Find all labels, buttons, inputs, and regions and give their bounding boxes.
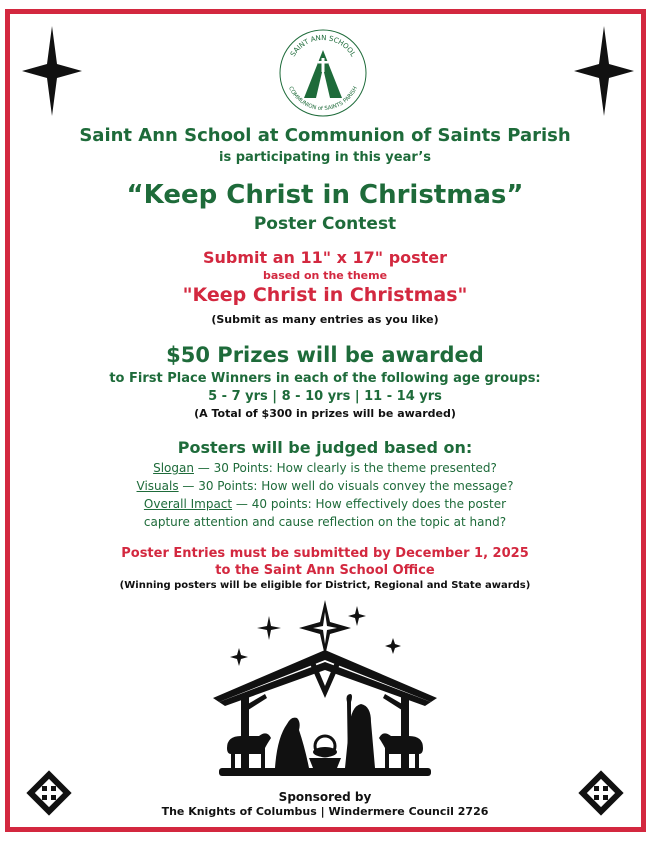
prizes-headline: $50 Prizes will be awarded [166, 343, 484, 367]
criterion-overall-impact-text: — 40 points: How effectively does the poster [232, 497, 507, 511]
submit-line-2: based on the theme [262, 269, 388, 282]
criterion-slogan-name: Slogan [153, 461, 194, 475]
prizes-line-1: to First Place Winners in each of the following age groups: [109, 371, 541, 386]
header-line-2: is participating in this year’s [219, 150, 431, 165]
submit-theme: "Keep Christ in Christmas" [182, 284, 468, 306]
deadline-line-1: Poster Entries must be submitted by December 1, 2025 [121, 546, 529, 561]
school-logo [278, 28, 368, 118]
nativity-scene-icon [205, 598, 445, 778]
deadline-note: (Winning posters will be eligible for District, Regional and State awards) [119, 580, 531, 591]
criterion-visuals-text: — 30 Points: How well do visuals convey the message? [178, 479, 514, 493]
header-line-1: Saint Ann School at Communion of Saints Parish [79, 125, 571, 146]
criterion-visuals-name: Visuals [136, 479, 179, 493]
logo-ring-bottom: COMMUNION of SAINTS PARISH [287, 85, 359, 113]
judging-heading: Posters will be judged based on: [177, 438, 473, 457]
deadline-line-2: to the Saint Ann School Office [215, 563, 435, 578]
criterion-overall-impact-cont: capture attention and cause reflection on the topic at hand? [143, 515, 507, 529]
sponsor-line-1: Sponsored by [278, 790, 372, 804]
north-star-right-icon [574, 26, 634, 116]
contest-title: “Keep Christ in Christmas” [126, 180, 524, 210]
criterion-slogan [0, 461, 650, 475]
criterion-visuals [0, 479, 650, 493]
criterion-overall-impact [0, 497, 650, 511]
logo-ring-top: SAINT ANN SCHOOL [288, 33, 358, 59]
sponsor-line-2: The Knights of Columbus | Windermere Council 2726 [161, 805, 489, 818]
criterion-slogan-text: — 30 Points: How clearly is the theme presented? [193, 461, 497, 475]
criterion-overall-impact-name: Overall Impact [143, 497, 233, 511]
prizes-age-groups: 5 - 7 yrs | 8 - 10 yrs | 11 - 14 yrs [208, 389, 442, 404]
contest-subtitle: Poster Contest [253, 214, 397, 234]
submit-line-1: Submit an 11" x 17" poster [202, 248, 448, 267]
submit-note: (Submit as many entries as you like) [211, 313, 439, 326]
prizes-note: (A Total of $300 in prizes will be awarded) [194, 407, 456, 420]
north-star-left-icon [22, 26, 82, 116]
